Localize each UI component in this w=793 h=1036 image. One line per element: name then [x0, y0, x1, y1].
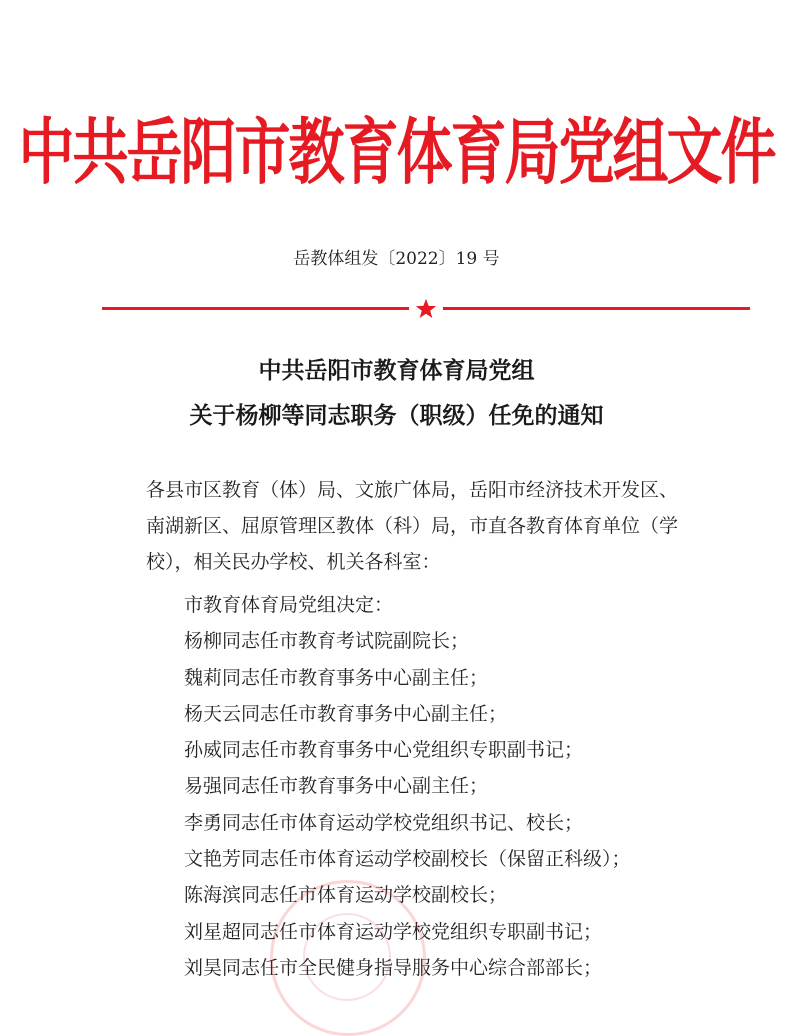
recipients-line: 南湖新区、屈原管理区教体（科）局，市直各教育体育单位（学	[146, 515, 679, 537]
decisions-list	[146, 587, 756, 986]
recipients-line: 校），相关民办学校、机关各科室：	[146, 551, 441, 573]
decision-item: 李勇同志任市体育运动学校党组织书记、校长；	[184, 811, 584, 834]
decision-intro: 市教育体育局党组决定：	[184, 594, 394, 616]
decision-item: 魏莉同志任市教育事务中心副主任；	[184, 666, 489, 689]
notice-title-line-2: 关于杨柳等同志职务（职级）任免的通知	[189, 402, 604, 429]
decision-item: 刘昊同志任市全民健身指导服务中心综合部部长；	[184, 956, 603, 979]
divider-line-left	[102, 307, 409, 310]
decision-item: 杨柳同志任市教育考试院副院长；	[184, 630, 470, 653]
red-divider	[102, 298, 750, 320]
official-seal	[270, 880, 426, 1036]
recipients-block	[146, 472, 756, 580]
recipients-line: 各县市区教育（体）局、文旅广体局，岳阳市经济技术开发区、	[146, 479, 679, 501]
star-icon	[415, 298, 437, 320]
divider-line-right	[443, 307, 750, 310]
decision-item: 杨天云同志任市教育事务中心副主任；	[184, 702, 508, 725]
issuer-title: 中共岳阳市教育体育局党组文件	[18, 111, 775, 195]
decision-item: 陈海滨同志任市体育运动学校副校长；	[184, 884, 508, 907]
decision-item: 刘星超同志任市体育运动学校党组织专职副书记；	[184, 920, 603, 943]
decision-item: 文艳芳同志任市体育运动学校副校长（保留正科级）；	[184, 848, 631, 871]
notice-title-line-1: 中共岳阳市教育体育局党组	[258, 357, 535, 384]
decision-item: 易强同志任市教育事务中心副主任；	[184, 775, 489, 798]
decision-item: 孙威同志任市教育事务中心党组织专职副书记；	[184, 739, 584, 762]
document-number: 岳教体组发〔2022〕19 号	[293, 249, 500, 269]
seal-inner-ring	[303, 913, 391, 1001]
